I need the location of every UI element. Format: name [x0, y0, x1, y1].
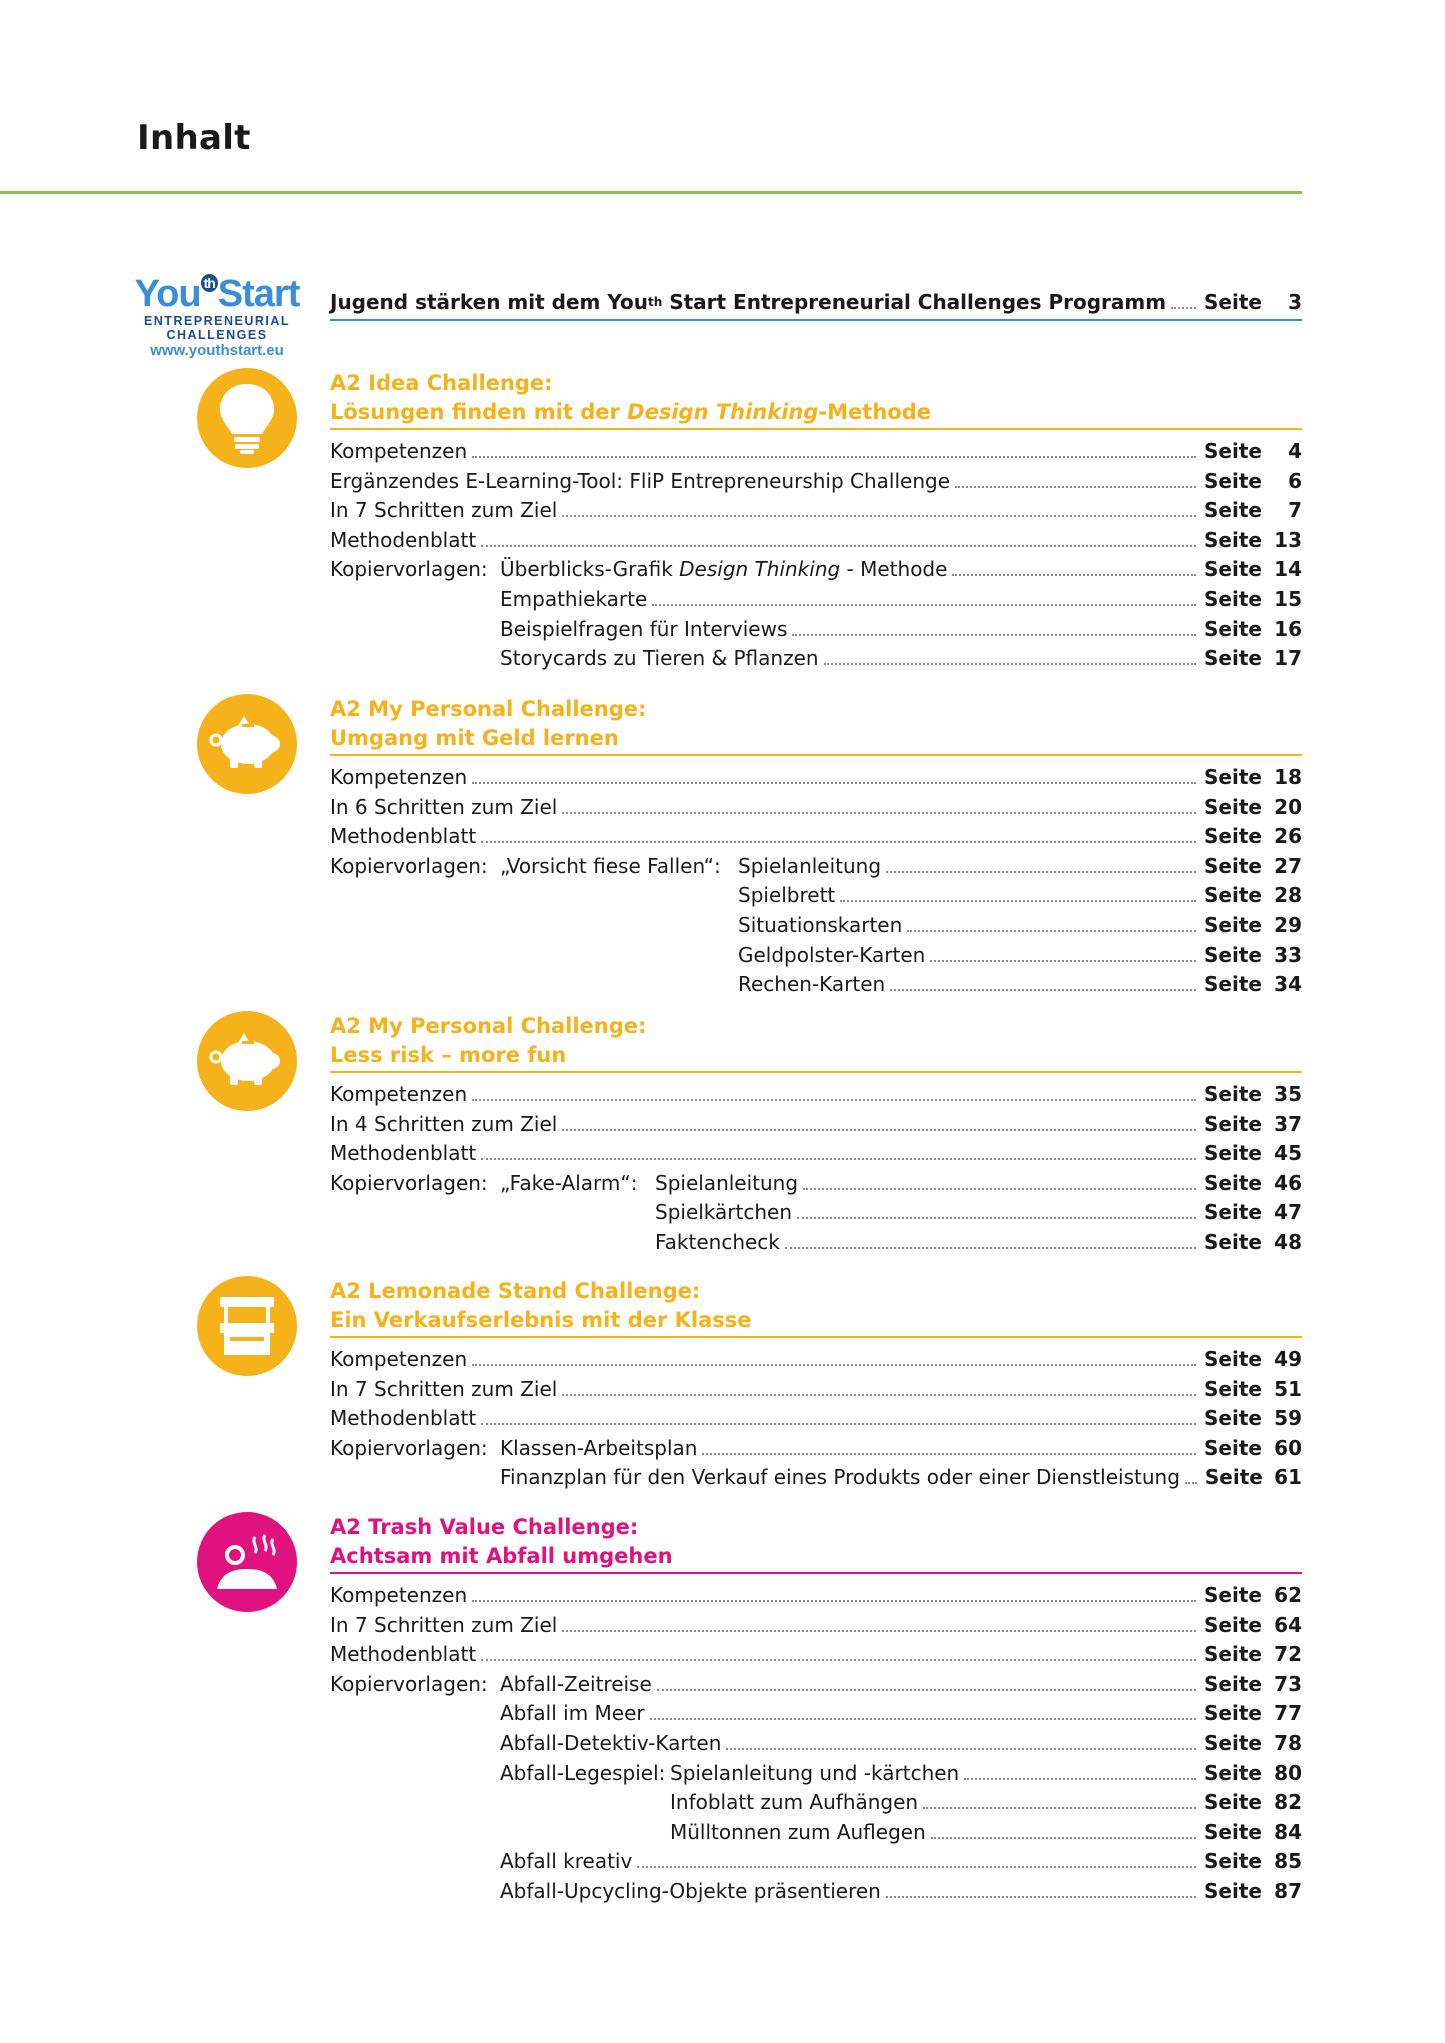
logo-line-entrepreneurial: ENTREPRENEURIAL	[143, 314, 291, 328]
page-label: Seite	[1204, 972, 1262, 997]
leader-dots	[657, 1689, 1196, 1691]
section-divider	[330, 428, 1302, 430]
toc-entry[interactable]	[330, 1667, 1302, 1697]
leader-dots	[955, 486, 1196, 488]
page-number: 78	[1274, 1731, 1302, 1755]
page-number: 34	[1274, 972, 1302, 997]
leader-dots	[637, 1866, 1196, 1868]
leader-dots	[792, 634, 1196, 636]
page-number: 29	[1274, 913, 1302, 937]
leader-dots	[931, 1837, 1196, 1839]
page-number: 84	[1274, 1819, 1302, 1844]
page-number: 26	[1274, 824, 1302, 849]
page-number: 72	[1274, 1642, 1302, 1667]
page-label: Seite	[1204, 1642, 1262, 1667]
toc-entry[interactable]	[330, 1578, 1302, 1608]
toc-entry[interactable]	[330, 1726, 1302, 1756]
page-number: 60	[1274, 1435, 1302, 1460]
lightbulb-icon	[197, 368, 297, 468]
leader-dots	[481, 1423, 1196, 1425]
leader-dots	[481, 1158, 1196, 1160]
entry-label: Methodenblatt	[330, 824, 477, 849]
page-number: 47	[1274, 1200, 1302, 1225]
page-number: 20	[1274, 794, 1302, 819]
toc-entry[interactable]	[330, 1874, 1302, 1904]
page-label: Seite	[1204, 646, 1262, 671]
page-number: 28	[1274, 883, 1302, 908]
entry-label: In 4 Schritten zum Ziel	[330, 1111, 558, 1136]
section-title: A2 My Personal Challenge:	[330, 697, 647, 721]
entry-label: Geldpolster-Karten	[738, 942, 926, 967]
leader-dots	[472, 1600, 1196, 1602]
page-number: 73	[1274, 1671, 1302, 1696]
section-divider	[330, 754, 1302, 756]
leader-dots	[481, 545, 1196, 547]
leader-dots	[785, 1247, 1196, 1249]
header-divider	[0, 191, 1302, 194]
entry-label: Kompetenzen	[330, 765, 468, 789]
toc-entry[interactable]	[330, 938, 1302, 968]
page-label: Seite	[1204, 853, 1262, 878]
logo-line-challenges: CHALLENGES	[166, 328, 268, 342]
page-number: 49	[1274, 1347, 1302, 1371]
page-number: 33	[1274, 942, 1302, 967]
page-number: 64	[1274, 1612, 1302, 1637]
page-label: Seite	[1204, 824, 1262, 849]
entry-label: Rechen-Karten	[738, 972, 886, 997]
entry-label: Kopiervorlagen: Abfall-Zeitreise	[330, 1671, 652, 1696]
page-label: Seite	[1204, 1200, 1262, 1225]
leader-dots	[562, 1394, 1196, 1396]
entry-label: Methodenblatt	[330, 527, 477, 552]
page-label: Seite	[1204, 913, 1262, 937]
toc-entry[interactable]	[330, 1637, 1302, 1667]
page-label: Seite	[1204, 1376, 1262, 1401]
toc-entry[interactable]	[330, 1815, 1302, 1845]
lemonade-stand-icon	[197, 1276, 297, 1376]
page-label: Seite	[1204, 439, 1262, 463]
leader-dots	[886, 1896, 1196, 1898]
page-number: 59	[1274, 1406, 1302, 1431]
logo-wordmark: You $^{th}$Start	[134, 273, 300, 315]
page-label: Seite	[1204, 942, 1262, 967]
leader-dots	[923, 1807, 1196, 1809]
page-label: Seite	[1204, 1701, 1262, 1726]
leader-dots	[562, 1630, 1196, 1632]
toc-entry[interactable]	[330, 523, 1302, 553]
page-label: Seite	[1204, 1465, 1263, 1490]
entry-label: Abfall im Meer	[500, 1701, 645, 1726]
page-number: 46	[1274, 1170, 1302, 1195]
entry-label: Kopiervorlagen: „Fake-Alarm“: Spielanleitung	[330, 1170, 799, 1195]
page-label: Seite	[1204, 1583, 1262, 1607]
entry-label: Kompetenzen	[330, 439, 468, 463]
toc-entry[interactable]	[330, 641, 1302, 671]
page-number: 14	[1274, 557, 1302, 582]
entry-label: In 7 Schritten zum Ziel	[330, 1612, 558, 1637]
leader-dots	[472, 456, 1196, 458]
leader-dots	[652, 604, 1196, 606]
toc-entry[interactable]	[330, 878, 1302, 908]
page-number: 17	[1274, 646, 1302, 671]
leader-dots	[952, 574, 1196, 576]
page-label: Seite	[1204, 557, 1262, 582]
leader-dots	[886, 871, 1196, 873]
leader-dots	[472, 1364, 1196, 1366]
piggy-bank-icon	[197, 694, 297, 794]
section-subtitle: Lösungen finden mit der Design Thinking-Methode	[330, 400, 931, 424]
page-label: Seite	[1204, 1111, 1262, 1136]
page-title: Inhalt	[137, 118, 251, 158]
leader-dots	[702, 1453, 1196, 1455]
page-label: Seite	[1204, 1790, 1262, 1815]
toc-entry[interactable]	[330, 1107, 1302, 1137]
page-number: 35	[1274, 1082, 1302, 1106]
toc-entry[interactable]	[330, 1136, 1302, 1166]
page-label: Seite	[1204, 794, 1262, 819]
page-label: Seite	[1204, 1141, 1262, 1166]
entry-label: Beispielfragen für Interviews	[500, 616, 788, 641]
page-label: Seite	[1204, 765, 1262, 789]
page-number: 77	[1274, 1701, 1302, 1726]
toc-entry[interactable]	[330, 1372, 1302, 1402]
toc-entry[interactable]	[330, 1431, 1302, 1461]
section-subtitle: Ein Verkaufserlebnis mit der Klasse	[330, 1308, 752, 1332]
youthstart-logo	[131, 263, 303, 360]
toc-entry[interactable]	[330, 1844, 1302, 1874]
page-label: Seite	[1204, 1612, 1262, 1637]
entry-label: Mülltonnen zum Auflegen	[670, 1819, 926, 1844]
entry-label: Faktencheck	[655, 1230, 780, 1254]
page-number: 85	[1274, 1849, 1302, 1874]
toc-entry[interactable]	[330, 760, 1302, 790]
entry-label: Abfall-Legespiel: Spielanleitung und -kärtchen	[500, 1760, 960, 1785]
section-divider	[330, 1572, 1302, 1574]
toc-entry[interactable]	[330, 493, 1302, 523]
page-label: Seite	[1204, 498, 1262, 523]
page-label: Seite	[1204, 1671, 1262, 1696]
page-number: 51	[1274, 1376, 1302, 1401]
page-number: 87	[1274, 1879, 1302, 1903]
entry-label: Situationskarten	[738, 913, 903, 937]
toc-entry[interactable]	[330, 849, 1302, 879]
page-number: 62	[1274, 1583, 1302, 1607]
toc-entry[interactable]	[330, 1608, 1302, 1638]
leader-dots	[562, 812, 1196, 814]
toc-entry[interactable]	[330, 1166, 1302, 1196]
section-title: A2 Idea Challenge:	[330, 371, 553, 395]
toc-entry[interactable]	[330, 612, 1302, 642]
page-number: 7	[1288, 498, 1302, 523]
toc-entry[interactable]	[330, 1460, 1302, 1490]
section-divider	[330, 1071, 1302, 1073]
entry-label: Methodenblatt	[330, 1406, 477, 1431]
trash-pile-icon	[197, 1512, 297, 1612]
section-subtitle: Achtsam mit Abfall umgehen	[330, 1544, 673, 1568]
leader-dots	[562, 1129, 1196, 1131]
page-label: Seite	[1204, 616, 1262, 641]
leader-dots	[472, 1099, 1196, 1101]
page-number: 82	[1274, 1790, 1302, 1815]
leader-dots	[481, 841, 1196, 843]
page-label: Seite	[1204, 1760, 1262, 1785]
section-title: A2 My Personal Challenge:	[330, 1014, 647, 1038]
entry-label: In 7 Schritten zum Ziel	[330, 498, 558, 523]
toc-entry[interactable]	[330, 434, 1302, 464]
page-number: 4	[1288, 439, 1302, 463]
page-label: Seite	[1204, 1170, 1262, 1195]
toc-entry[interactable]	[330, 1225, 1302, 1255]
page-number: 48	[1274, 1230, 1302, 1254]
page-label: Seite	[1204, 1082, 1262, 1106]
entry-label: Storycards zu Tieren & Pflanzen	[500, 646, 819, 671]
entry-label: In 7 Schritten zum Ziel	[330, 1376, 558, 1401]
entry-label: Kopiervorlagen: Klassen-Arbeitsplan	[330, 1435, 698, 1460]
entry-label: Spielbrett	[738, 883, 836, 908]
toc-entry-intro[interactable]: Jugend stärken mit dem You th Start Entrepreneurial Challenges Programm Seite 3	[330, 290, 1302, 314]
section-title: A2 Lemonade Stand Challenge:	[330, 1279, 701, 1303]
page-number: 18	[1274, 765, 1302, 789]
entry-label: Abfall kreativ	[500, 1849, 633, 1874]
leader-dots	[824, 663, 1196, 665]
section-subtitle: Umgang mit Geld lernen	[330, 726, 619, 750]
leader-dots	[907, 930, 1196, 932]
leader-dots	[930, 960, 1196, 962]
entry-label: Methodenblatt	[330, 1642, 477, 1667]
leader-dots	[803, 1188, 1196, 1190]
toc-entry[interactable]	[330, 1342, 1302, 1372]
page-label: Seite	[1204, 1435, 1262, 1460]
piggy-bank-icon	[197, 1011, 297, 1111]
entry-label: Kopiervorlagen: Überblicks-Grafik Design Thinking - Methode	[330, 557, 948, 582]
section-divider	[330, 1336, 1302, 1338]
entry-label: Kopiervorlagen: „Vorsicht fiese Fallen“: Spielanleitung	[330, 853, 882, 878]
section-subtitle: Less risk – more fun	[330, 1043, 567, 1067]
section-title: A2 Trash Value Challenge:	[330, 1515, 639, 1539]
leader-dots	[840, 900, 1196, 902]
page-number: 27	[1274, 853, 1302, 878]
toc-entry[interactable]	[330, 1756, 1302, 1786]
entry-label: Kompetenzen	[330, 1347, 468, 1371]
toc-entry[interactable]	[330, 464, 1302, 494]
leader-dots	[890, 989, 1196, 991]
entry-label: Finanzplan für den Verkauf eines Produkts oder einer Dienstleistung	[500, 1465, 1180, 1490]
toc-entry[interactable]	[330, 1077, 1302, 1107]
page-number: 61	[1274, 1465, 1302, 1490]
toc-entry[interactable]	[330, 908, 1302, 938]
page-label: Seite	[1204, 290, 1262, 314]
page-number: 80	[1274, 1760, 1302, 1785]
page-label: Seite	[1204, 1347, 1262, 1371]
toc-entry[interactable]	[330, 582, 1302, 612]
page-label: Seite	[1204, 468, 1262, 493]
page-number: 13	[1274, 527, 1302, 552]
leader-dots	[481, 1659, 1196, 1661]
toc-entry[interactable]	[330, 1401, 1302, 1431]
toc-entry[interactable]	[330, 790, 1302, 820]
page-label: Seite	[1204, 1406, 1262, 1431]
leader-dots	[1185, 1482, 1197, 1484]
entry-label: Abfall-Upcycling-Objekte präsentieren	[500, 1879, 881, 1903]
entry-label: Kompetenzen	[330, 1082, 468, 1106]
page-label: Seite	[1204, 587, 1262, 611]
toc-entry[interactable]	[330, 1696, 1302, 1726]
entry-label: In 6 Schritten zum Ziel	[330, 794, 558, 819]
page-number: 16	[1274, 616, 1302, 641]
entry-label: Abfall-Detektiv-Karten	[500, 1731, 722, 1755]
leader-dots	[726, 1748, 1196, 1750]
toc-entry[interactable]	[330, 1195, 1302, 1225]
page-label: Seite	[1204, 1819, 1262, 1844]
page-label: Seite	[1204, 1731, 1262, 1755]
page-number: 6	[1288, 468, 1302, 493]
toc-entry[interactable]	[330, 1785, 1302, 1815]
toc-entry[interactable]	[330, 967, 1302, 997]
page-label: Seite	[1204, 527, 1262, 552]
leader-dots	[964, 1778, 1196, 1780]
entry-label: Infoblatt zum Aufhängen	[670, 1790, 919, 1815]
page-label: Seite	[1204, 1230, 1262, 1254]
leader-dots	[797, 1217, 1196, 1219]
leader-dots	[472, 782, 1196, 784]
page-number: 37	[1274, 1111, 1302, 1136]
intro-underline	[330, 319, 1302, 321]
entry-label: Kompetenzen	[330, 1583, 468, 1607]
page-number: 45	[1274, 1141, 1302, 1166]
leader-dots	[562, 515, 1196, 517]
entry-label: Ergänzendes E-Learning-Tool: FliP Entrepreneurship Challenge	[330, 468, 951, 493]
page-number: 15	[1274, 587, 1302, 611]
page-label: Seite	[1204, 883, 1262, 908]
toc-entry[interactable]	[330, 552, 1302, 582]
entry-label: Spielkärtchen	[655, 1200, 793, 1225]
leader-dots	[650, 1718, 1196, 1720]
page-label: Seite	[1204, 1849, 1262, 1874]
page-label: Seite	[1204, 1879, 1262, 1903]
toc-entry[interactable]	[330, 819, 1302, 849]
entry-label: Empathiekarte	[500, 587, 648, 611]
page-number: 3	[1288, 290, 1302, 314]
entry-label: Methodenblatt	[330, 1141, 477, 1166]
logo-url: www.youthstart.eu	[150, 342, 284, 359]
